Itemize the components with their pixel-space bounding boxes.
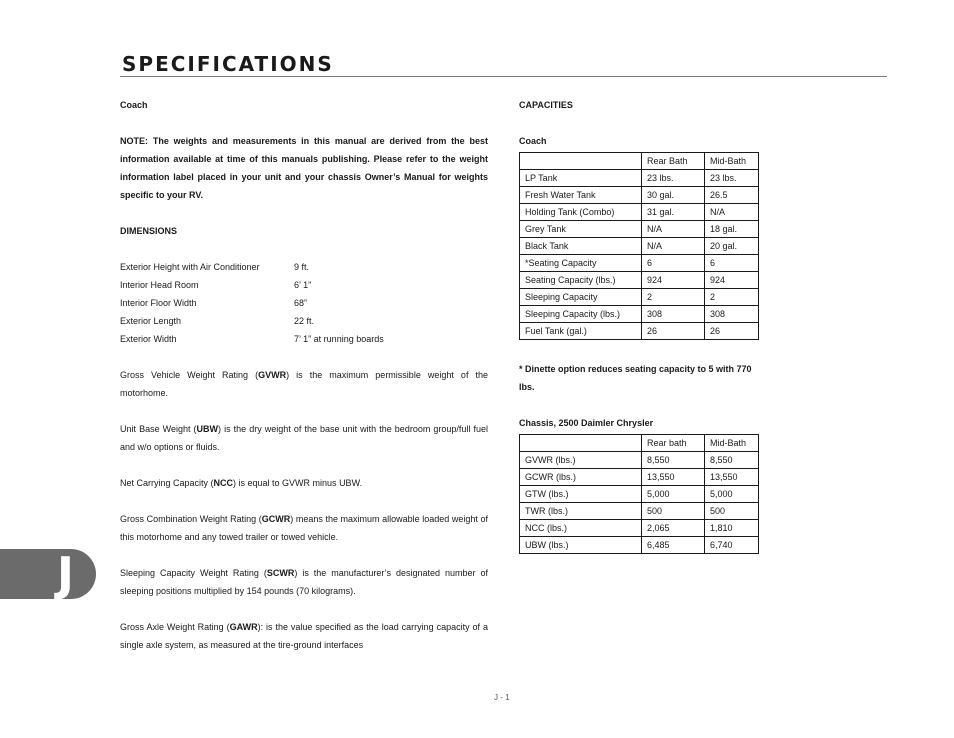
table-cell: 31 gal. (642, 204, 705, 221)
dimensions-list (120, 258, 488, 348)
table-header-row (520, 435, 759, 452)
table-cell: Fresh Water Tank (520, 187, 642, 204)
table-cell: 924 (705, 272, 759, 289)
table-cell: 924 (642, 272, 705, 289)
definition-term: NCC (213, 478, 234, 488)
section-tab (0, 549, 96, 599)
table-row (520, 272, 759, 289)
table-row (520, 503, 759, 520)
dimension-value: 68” (294, 298, 308, 308)
table-cell: GTW (lbs.) (520, 486, 642, 503)
dimensions-heading: DIMENSIONS (120, 226, 178, 236)
definition-text: ) is the dry weight of the base unit with the bedroom group/full fuel and w/o options or fluids. (120, 424, 488, 452)
table-cell: 8,550 (705, 452, 759, 469)
definition-text: ) is the maximum permissible weight of the motorhome. (120, 370, 489, 398)
weights-note: NOTE: The weights and measurements in this manual are derived from the best information available at time of this manuals publishing. Please refer to the weight information label placed in your unit and your chassis Owner’s Manual for weights specific to your RV. (120, 136, 488, 200)
dimension-row (120, 312, 488, 330)
table-cell: 308 (705, 306, 759, 323)
chassis-table (519, 434, 759, 554)
table-cell: 18 gal. (705, 221, 759, 238)
table-row (520, 520, 759, 537)
definition-text: ): is the value specified as the load carrying capacity of a single axle system, as measured at the tire-ground interfaces (120, 622, 488, 650)
coach-table-caption: Coach (519, 136, 547, 146)
table-row (520, 238, 759, 255)
table-cell: N/A (705, 204, 759, 221)
table-cell: TWR (lbs.) (520, 503, 642, 520)
definition-text: Gross Combination Weight Rating ( (120, 514, 262, 524)
table-header-cell: Mid-Bath (705, 153, 759, 170)
dimension-label: Interior Head Room (120, 280, 199, 290)
table-cell: 6 (642, 255, 705, 272)
dimension-label: Exterior Length (120, 316, 182, 326)
capacities-heading: CAPACITIES (519, 100, 573, 110)
table-cell: N/A (642, 221, 705, 238)
table-cell: GCWR (lbs.) (520, 469, 642, 486)
table-cell: Sleeping Capacity (520, 289, 642, 306)
table-row (520, 323, 759, 340)
table-cell: 20 gal. (705, 238, 759, 255)
definition-term: GCWR (261, 514, 291, 524)
left-column (120, 96, 488, 654)
definition-text: Gross Vehicle Weight Rating ( (120, 370, 259, 380)
page-number: J - 1 (494, 693, 510, 702)
table-row (520, 452, 759, 469)
table-cell: LP Tank (520, 170, 642, 187)
dimension-value: 9 ft. (294, 262, 310, 272)
seating-footnote: * Dinette option reduces seating capacity to 5 with 770 lbs. (519, 364, 752, 392)
definition-text: ) is equal to GVWR minus UBW. (233, 478, 363, 488)
table-row (520, 289, 759, 306)
definition-text: Sleeping Capacity Weight Rating ( (120, 568, 267, 578)
table-header-cell: Rear Bath (642, 153, 705, 170)
definition-text: Net Carrying Capacity ( (120, 478, 214, 488)
section-tab-letter: J (56, 547, 74, 601)
definition-ubw (120, 420, 488, 456)
definition-scwr (120, 564, 488, 600)
table-row (520, 486, 759, 503)
table-cell: 6 (705, 255, 759, 272)
definition-term: GVWR (258, 370, 287, 380)
table-header-cell: Rear bath (642, 435, 705, 452)
chassis-table-caption: Chassis, 2500 Daimler Chrysler (519, 418, 654, 428)
definition-text: Gross Axle Weight Rating ( (120, 622, 230, 632)
table-cell: 13,550 (642, 469, 705, 486)
table-row (520, 306, 759, 323)
table-row (520, 187, 759, 204)
definition-ncc (120, 474, 488, 492)
dimension-label: Exterior Width (120, 334, 177, 344)
table-cell: Black Tank (520, 238, 642, 255)
table-cell: 26 (705, 323, 759, 340)
dimension-value: 7’ 1” at running boards (294, 334, 384, 344)
table-cell: 13,550 (705, 469, 759, 486)
table-cell: NCC (lbs.) (520, 520, 642, 537)
table-cell: Grey Tank (520, 221, 642, 238)
table-cell: 23 lbs. (642, 170, 705, 187)
table-cell: 500 (642, 503, 705, 520)
table-row (520, 469, 759, 486)
table-cell: *Seating Capacity (520, 255, 642, 272)
definition-text: ) is the manufacturer’s designated number of sleeping positions multiplied by 154 pounds (70 kilograms). (120, 568, 488, 596)
table-row (520, 170, 759, 187)
definition-term: GAWR (229, 622, 258, 632)
table-cell: Holding Tank (Combo) (520, 204, 642, 221)
table-row (520, 221, 759, 238)
dimension-label: Exterior Height with Air Conditioner (120, 262, 260, 272)
table-cell: 2 (705, 289, 759, 306)
table-cell: 5,000 (642, 486, 705, 503)
table-cell: UBW (lbs.) (520, 537, 642, 554)
table-cell: 1,810 (705, 520, 759, 537)
table-cell: 6,485 (642, 537, 705, 554)
table-header-cell: Mid-Bath (705, 435, 759, 452)
table-header-row (520, 153, 759, 170)
table-cell: 23 lbs. (705, 170, 759, 187)
coach-heading: Coach (120, 100, 148, 110)
table-cell: 8,550 (642, 452, 705, 469)
table-cell: 6,740 (705, 537, 759, 554)
definition-gawr (120, 618, 488, 654)
coach-capacities-table (519, 152, 759, 340)
table-cell: Seating Capacity (lbs.) (520, 272, 642, 289)
definition-gvwr (120, 366, 488, 402)
table-cell: 2,065 (642, 520, 705, 537)
definition-text: Unit Base Weight ( (120, 424, 197, 434)
table-row (520, 255, 759, 272)
dimension-value: 22 ft. (294, 316, 315, 326)
dimension-row (120, 294, 488, 312)
definition-text: ) means the maximum allowable loaded weight of this motorhome and any towed trailer or towed vehicle. (120, 514, 488, 542)
table-cell: 26.5 (705, 187, 759, 204)
table-header-cell (520, 435, 642, 452)
title-divider (120, 76, 887, 77)
table-cell: 308 (642, 306, 705, 323)
dimension-row (120, 330, 488, 348)
dimension-value: 6’ 1” (294, 280, 312, 290)
dimension-row (120, 276, 488, 294)
right-column (519, 96, 769, 554)
table-cell: 500 (705, 503, 759, 520)
definition-gcwr (120, 510, 488, 546)
definition-term: SCWR (266, 568, 295, 578)
table-cell: Sleeping Capacity (lbs.) (520, 306, 642, 323)
table-cell: 30 gal. (642, 187, 705, 204)
table-cell: 2 (642, 289, 705, 306)
table-row (520, 537, 759, 554)
table-cell: N/A (642, 238, 705, 255)
table-cell: GVWR (lbs.) (520, 452, 642, 469)
definition-term: UBW (196, 424, 219, 434)
page-title: SPECIFICATIONS (122, 52, 334, 76)
dimension-row (120, 258, 488, 276)
dimension-label: Interior Floor Width (120, 298, 197, 308)
table-header-cell (520, 153, 642, 170)
table-cell: 5,000 (705, 486, 759, 503)
table-cell: 26 (642, 323, 705, 340)
table-cell: Fuel Tank (gal.) (520, 323, 642, 340)
table-row (520, 204, 759, 221)
